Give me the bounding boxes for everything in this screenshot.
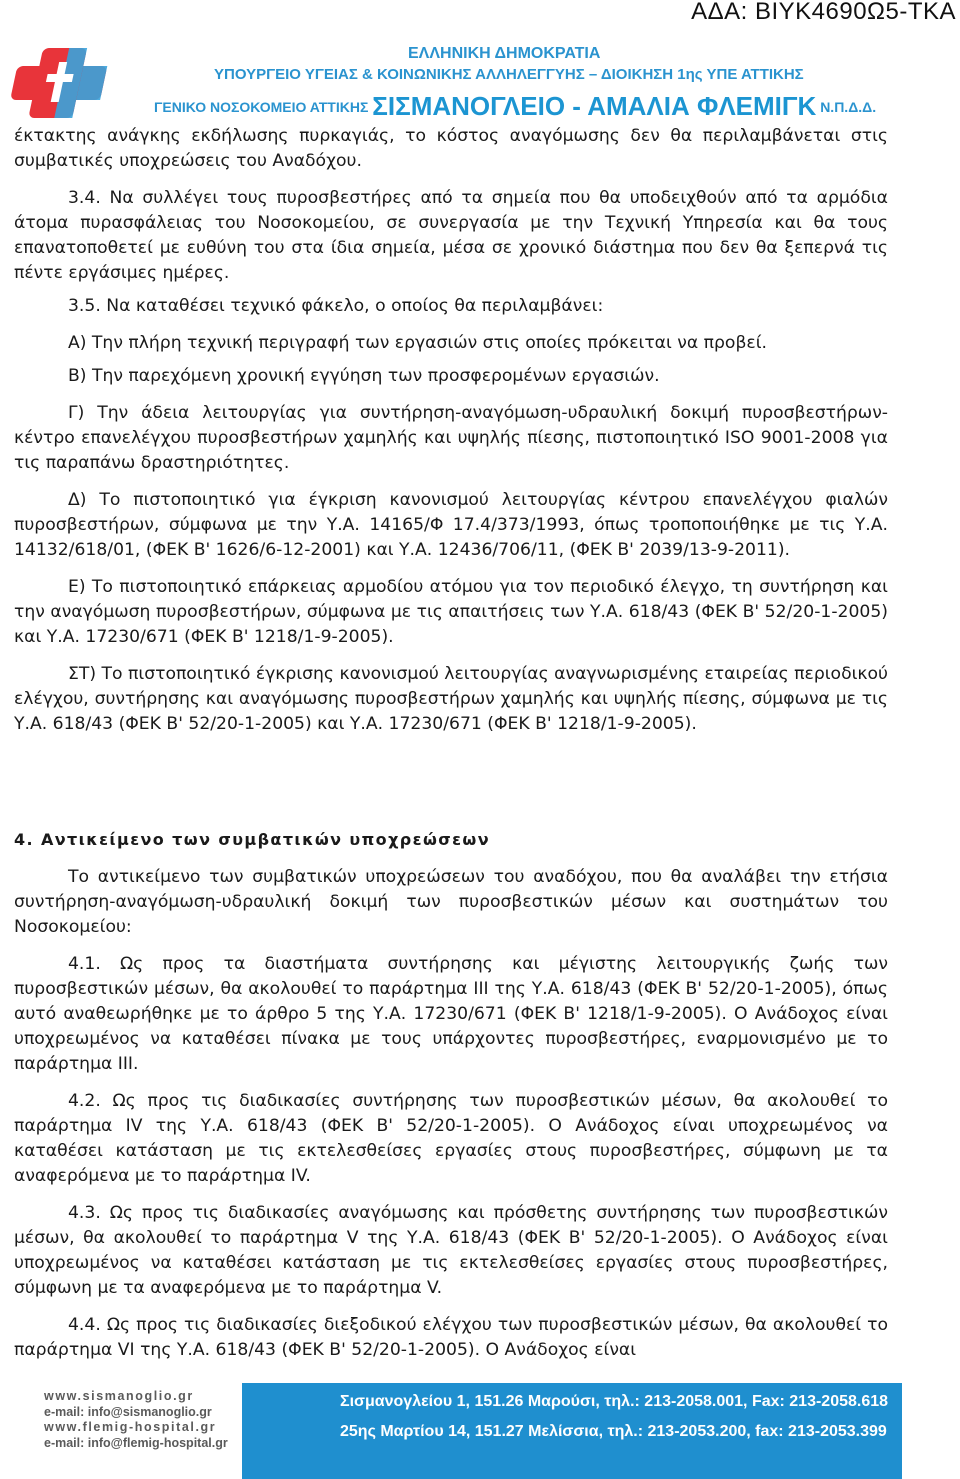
header-hospital [154, 88, 877, 121]
footer-contacts [44, 1389, 228, 1451]
header-hospital-prefix: ΓΕΝΙΚΟ ΝΟΣΟΚΟΜΕΙΟ ΑΤΤΙΚΗΣ [154, 99, 369, 115]
paragraph-4-1: 4.1. Ως προς τα διαστήματα συντήρησης και μέγιστης λειτουργικής ζωής των πυροσβεστικών μέσων, θα ακολουθεί το παράρτημα ΙΙΙ της Υ.Α. 618/43 (ΦΕΚ Β' 52/20-1-2005), όπως αυτό αναθεωρήθηκε με το άρθρο 5 της Υ.Α. 17230/671 (ΦΕΚ Β' 1218/1-9-2005). Ο Ανάδοχος είναι υποχρεωμένος να καταθέσει πίνακα με τους υπάρχοντες πυροσβεστήρες, εναρμονισμένο με το παράρτημα ΙΙΙ. [14, 954, 888, 1074]
paragraph-3-5: 3.5. Να καταθέσει τεχνικό φάκελο, ο οποίος θα περιλαμβάνει: [68, 296, 604, 316]
section-4-heading: 4. Αντικείμενο των συμβατικών υποχρεώσεων [14, 830, 491, 849]
page-footer [12, 1383, 892, 1479]
paragraph-4-3: 4.3. Ως προς τις διαδικασίες αναγόμωσης και πρόσθετης συντήρησης των πυροσβεστικών μέσων, θα ακολουθεί το παράρτημα V της Υ.Α. 618/43 (ΦΕΚ Β' 52/20-1-2005). Ο Ανάδοχος είναι υποχρεωμένος να καταθέσει κατάσταση με τις εκτελεσθείσες εργασίες στους πυροσβεστήρες, σύμφωνη με τα αναφερόμενα με το παράρτημα V. [14, 1203, 888, 1298]
paragraph-4-4: 4.4. Ως προς τις διαδικασίες διεξοδικού ελέγχου των πυροσβεστικών μέσων, θα ακολουθεί το παράρτημα VI της Υ.Α. 618/43 (ΦΕΚ Β' 52/20-1-2005). Ο Ανάδοχος είναι [14, 1315, 888, 1360]
footer-address-marousi: Σισμανογλείου 1, 151.26 Μαρούσι, τηλ.: 213-2058.001, Fax: 213-2058.618 [340, 1393, 889, 1410]
footer-website-sismanoglio: www.sismanoglio.gr [44, 1389, 194, 1403]
paragraph-item-a: Α) Την πλήρη τεχνική περιγραφή των εργασιών στις οποίες πρόκειται να προβεί. [68, 333, 767, 353]
paragraph-4-2: 4.2. Ως προς τις διαδικασίες συντήρησης των πυροσβεστικών μέσων, θα ακολουθεί το παράρτημα ΙV της Υ.Α. 618/43 (ΦΕΚ Β' 52/20-1-2005). Ο Ανάδοχος είναι υποχρεωμένος να καταθέσει κατάσταση με τις εκτελεσθείσες εργασίες στους πυροσβεστήρες, σύμφωνη με τα αναφερόμενα με το παράρτημα ΙV. [14, 1091, 888, 1186]
paragraph-intro: έκτακτης ανάγκης εκδήλωσης πυρκαγιάς, το κόστος αναγόμωσης δεν θα περιλαμβάνεται στις συμβατικές υποχρεώσεις του Αναδόχου. [14, 126, 888, 171]
footer-address-bar [242, 1383, 902, 1479]
header-hospital-suffix: Ν.Π.Δ.Δ. [820, 99, 877, 115]
ada-identifier: ΑΔΑ: ΒΙΥΚ4690Ω5-ΤΚΑ [691, 0, 956, 25]
header-ministry: ΥΠΟΥΡΓΕΙΟ ΥΓΕΙΑΣ & ΚΟΙΝΩΝΙΚΗΣ ΑΛΛΗΛΕΓΓΥΗΣ – ΔΙΟΙΚΗΣΗ 1ης ΥΠΕ ΑΤΤΙΚΗΣ [214, 66, 804, 83]
footer-website-flemig: www.flemig-hospital.gr [44, 1420, 217, 1435]
header-hospital-name: ΣΙΣΜΑΝΟΓΛΕΙΟ - ΑΜΑΛΙΑ ΦΛΕΜΙΓΚ [372, 91, 817, 121]
paragraph-3-4: 3.4. Να συλλέγει τους πυροσβεστήρες από τα σημεία που θα υποδειχθούν από τα αρμόδια άτομα πυρασφάλειας του Νοσοκομείου, σε συνεργασία με την Τεχνική Υπηρεσία και θα τους επανατοποθετεί με ευθύνη του στα ίδια σημεία, μέσα σε χρονικό διάστημα που δεν θα ξεπερνά τις πέντε εργάσιμες ημέρες. [14, 188, 888, 283]
paragraph-item-st: ΣΤ) Το πιστοποιητικό έγκρισης κανονισμού λειτουργίας αναγνωρισμένης εταιρείας περιοδικού ελέγχου, συντήρησης και αναγόμωσης πυροσβεστήρων χαμηλής και υψηλής πίεσης, σύμφωνα με τις Υ.Α. 618/43 (ΦΕΚ Β' 52/20-1-2005) και Υ.Α. 17230/671 (ΦΕΚ Β' 1218/1-9-2005). [14, 664, 888, 734]
document-body [14, 124, 888, 737]
paragraph-item-b: Β) Την παρεχόμενη χρονική εγγύηση των προσφερομένων εργασιών. [68, 366, 660, 386]
footer-email-sismanoglio: e-mail: info@sismanoglio.gr [44, 1404, 212, 1419]
section-4-body [14, 865, 888, 1363]
footer-email-flemig: e-mail: info@flemig-hospital.gr [44, 1435, 228, 1450]
hospital-cross-logo [8, 44, 128, 122]
paragraph-item-g: Γ) Την άδεια λειτουργίας για συντήρηση-αναγόμωση-υδραυλική δοκιμή πυροσβεστήρων-κέντρο επανελέγχου πυροσβεστήρων χαμηλής και υψηλής πίεσης, πιστοποιητικό ISO 9001-2008 για τις παραπάνω δραστηριότητες. [14, 403, 888, 473]
footer-address-melissia: 25ης Μαρτίου 14, 151.27 Μελίσσια, τηλ.: 213-2053.200, fax: 213-2053.399 [340, 1423, 887, 1440]
section-4-intro: Το αντικείμενο των συμβατικών υποχρεώσεων του αναδόχου, που θα αναλάβει την ετήσια συντήρηση-αναγόμωση-υδραυλική δοκιμή των πυροσβεστικών μέσων και συστημάτων του Νοσοκομείου: [14, 867, 888, 937]
header-republic: ΕΛΛΗΝΙΚΗ ΔΗΜΟΚΡΑΤΙΑ [408, 45, 601, 62]
paragraph-item-e: Ε) Το πιστοποιητικό επάρκειας αρμοδίου ατόμου για τον περιοδικό έλεγχο, τη συντήρηση και την αναγόμωση πυροσβεστήρων, σύμφωνα με τις απαιτήσεις των Υ.Α. 618/43 (ΦΕΚ Β' 52/20-1-2005) και Υ.Α. 17230/671 (ΦΕΚ Β' 1218/1-9-2005). [14, 577, 888, 647]
paragraph-item-d: Δ) Το πιστοποιητικό για έγκριση κανονισμού λειτουργίας κέντρου επανελέγχου φιαλών πυροσβεστήρων, σύμφωνα με την Υ.Α. 14165/Φ 17.4/373/1993, όπως τροποποιήθηκε με τις Υ.Α. 14132/618/01, (ΦΕΚ Β' 1626/6-12-2001) και Υ.Α. 12436/706/11, (ΦΕΚ Β' 2039/13-9-2011). [14, 490, 888, 560]
